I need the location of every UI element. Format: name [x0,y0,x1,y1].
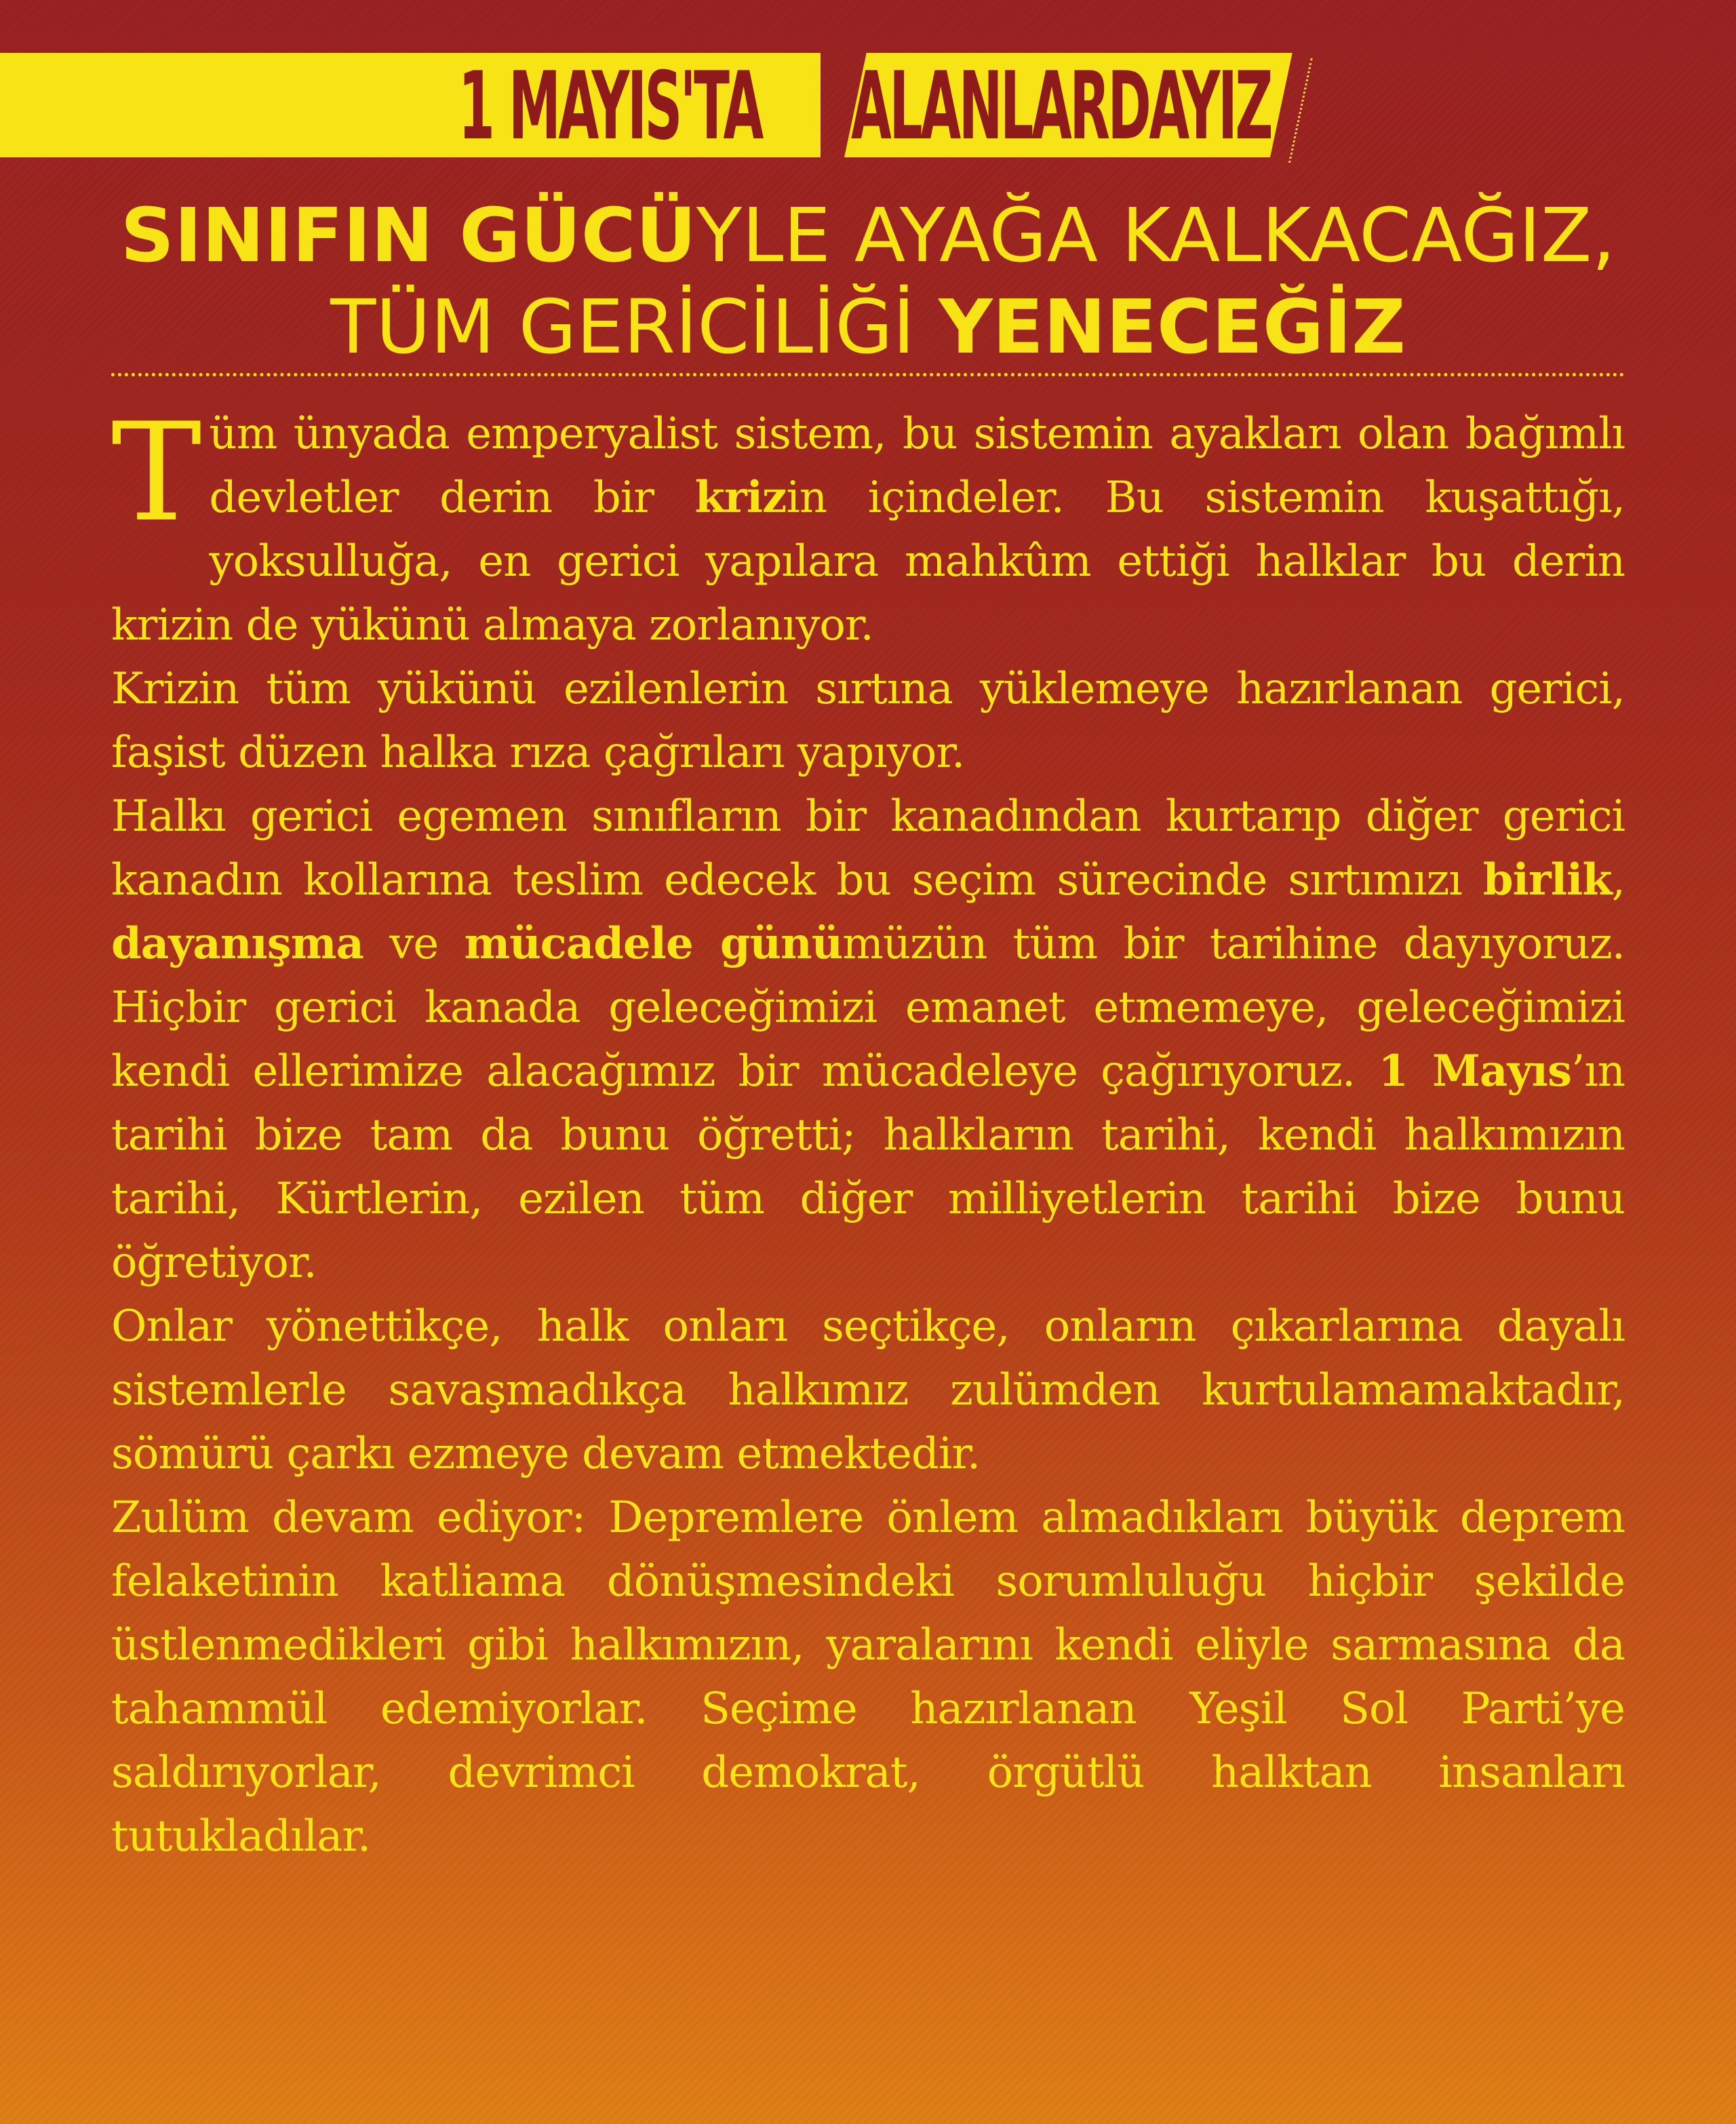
headline-line-1 [0,190,1736,281]
headline-line-2-bold: YENECEĞİZ [938,283,1406,370]
headline-line-1-light: YLE AYAĞA KALKACAĞIZ, [696,192,1616,279]
article-body [111,394,1625,1868]
article-paragraph-3 [111,785,1625,1295]
p1-bold-kriz: kriz [694,472,787,523]
p3-text-c: , [1611,855,1625,905]
banner [0,52,1288,161]
banner-slogan-text: ALANLARDAYIZ [851,52,1271,161]
p3-text-g: müzün tüm bir tarihine dayıyoruz. Hiçbir gerici kanada geleceğimizi emanet etmemeye, geleceğimizi kendi ellerimize alacağımız bir mücadeleye çağırıyoruz. [111,919,1625,1097]
headline-line-2 [0,281,1736,373]
p3-text-i: ’ın tarihi bize tam da bunu öğretti; halkların tarihi, kendi halkımızın tarihi, Kürtlerin, ezilen tüm diğer milliyetlerin tarihi bize bunu öğretiyor. [111,1046,1625,1288]
article-paragraph-1 [111,394,1625,657]
article-paragraph-2: Krizin tüm yükünü ezilenlerin sırtına yüklemeye hazırlanan gerici, faşist düzen halka rıza çağrıları yapıyor. [111,664,1625,778]
headline [0,190,1736,373]
p3-text-e: ve [363,919,465,969]
headline-line-1-bold: SINIFIN GÜCÜ [120,192,696,279]
p1-text-c: in içindeler. Bu sistemin kuşattığı, yoksulluğa, en gerici yapılara mahkûm ettiği halklar bu derin krizin de yükünü almaya zorlanıyor. [111,473,1625,650]
article-paragraph-5: Zulüm devam ediyor: Depremlere önlem almadıkları büyük deprem felaketinin katliama dönüşmesindeki sorumluluğu hiçbir şekilde üstlenmedikleri gibi halkımızın, yaralarını kendi eliyle sarmasına da tahammül edemiyorlar. Seçime hazırlanan Yeşil Sol Parti’ye saldırıyorlar, devrimci demokrat, örgütlü halktan insanları tutukladılar. [111,1493,1625,1862]
dotted-divider [111,373,1625,376]
article-paragraph-4: Onlar yönettikçe, halk onları seçtikçe, onların çıkarlarına dayalı sistemlerle savaşmadıkça halkımız zulümden kurtulamamaktadır, sömürü çarkı ezmeye devam etmektedir. [111,1301,1625,1479]
drop-cap: T [111,394,201,552]
p3-bold-1-mayis: 1 Mayıs [1378,1046,1571,1097]
p3-bold-dayanisma: dayanışma [111,918,363,969]
headline-line-2-light: TÜM GERİCİLİĞİ [330,283,939,370]
p1-text-a: üm ünyada emperyalist sistem, bu sistemin ayakları olan bağımlı devletler derin bir [209,409,1625,523]
p3-bold-mucadele: mücadele günü [464,918,843,969]
p3-bold-birlik: birlik [1482,854,1612,905]
p3-text-a: Halkı gerici egemen sınıfların bir kanadından kurtarıp diğer gerici kanadın kollarına teslim edecek bu seçim sürecinde sırtımızı [111,791,1625,905]
banner-date-text: 1 MAYIS'TA [458,52,762,161]
